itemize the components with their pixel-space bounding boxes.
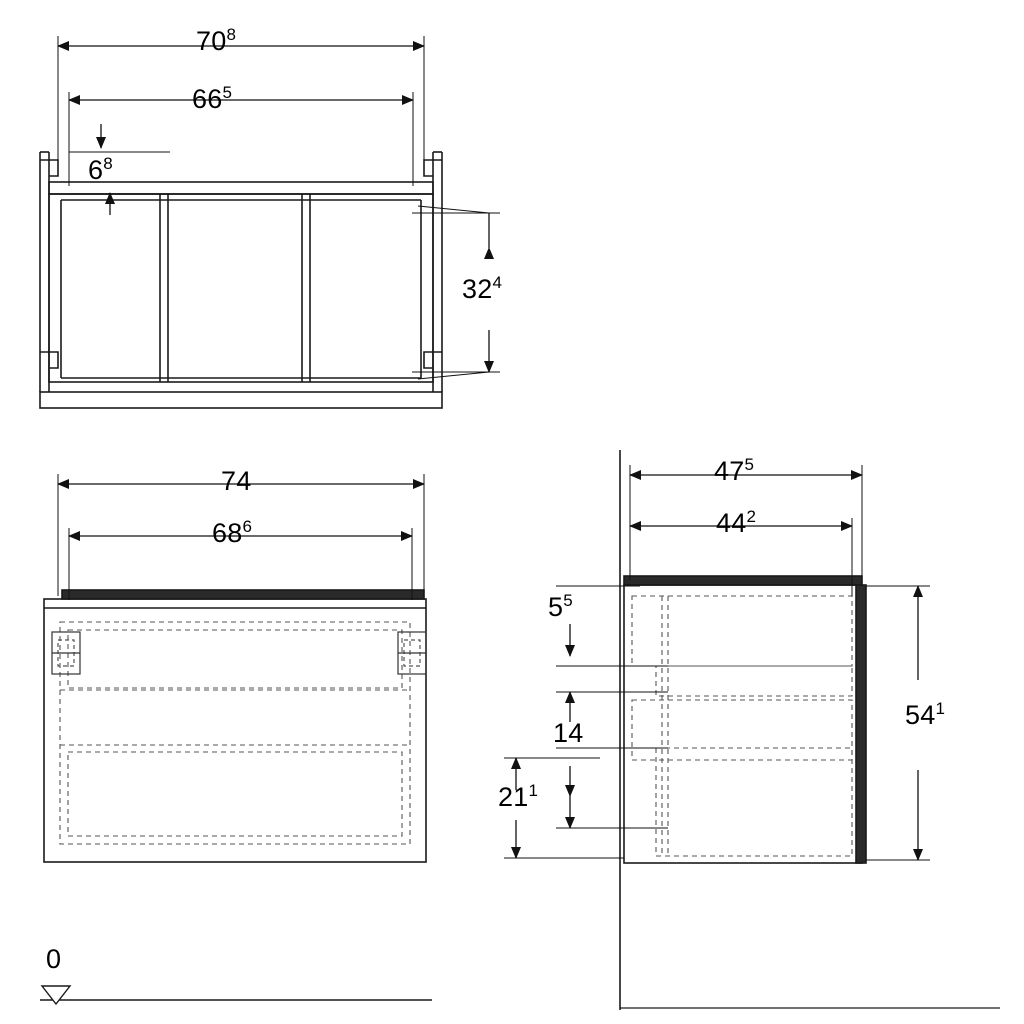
dim-side-top-drawer-offset: $5^5$ xyxy=(548,591,573,622)
front-view-hinges xyxy=(52,632,426,674)
dim-side-middle-gap: 14 xyxy=(553,718,584,748)
side-view-hidden-detail xyxy=(632,596,852,856)
front-view-hidden-detail xyxy=(60,622,410,844)
dim-side-overall-depth: $47^5$ xyxy=(714,455,755,486)
dim-side-overall-height: $54^1$ xyxy=(905,699,946,730)
front-view-geometry xyxy=(44,590,426,862)
front-view-datum xyxy=(40,986,432,1004)
dim-top-edge-offset: $6^8$ xyxy=(88,154,113,185)
dim-top-overall-width: $70^8$ xyxy=(196,25,237,56)
dim-side-lower-drawer-height: $21^1$ xyxy=(498,781,539,812)
dim-top-inner-width: $66^5$ xyxy=(192,83,233,114)
dim-top-depth: $32^4$ xyxy=(462,273,503,304)
dim-side-inner-depth: $44^2$ xyxy=(716,507,757,538)
dim-front-overall-width: 74 xyxy=(221,466,252,496)
dim-front-inner-width: $68^6$ xyxy=(212,517,253,548)
top-view-geometry xyxy=(40,152,442,408)
datum-label: 0 xyxy=(46,944,62,974)
